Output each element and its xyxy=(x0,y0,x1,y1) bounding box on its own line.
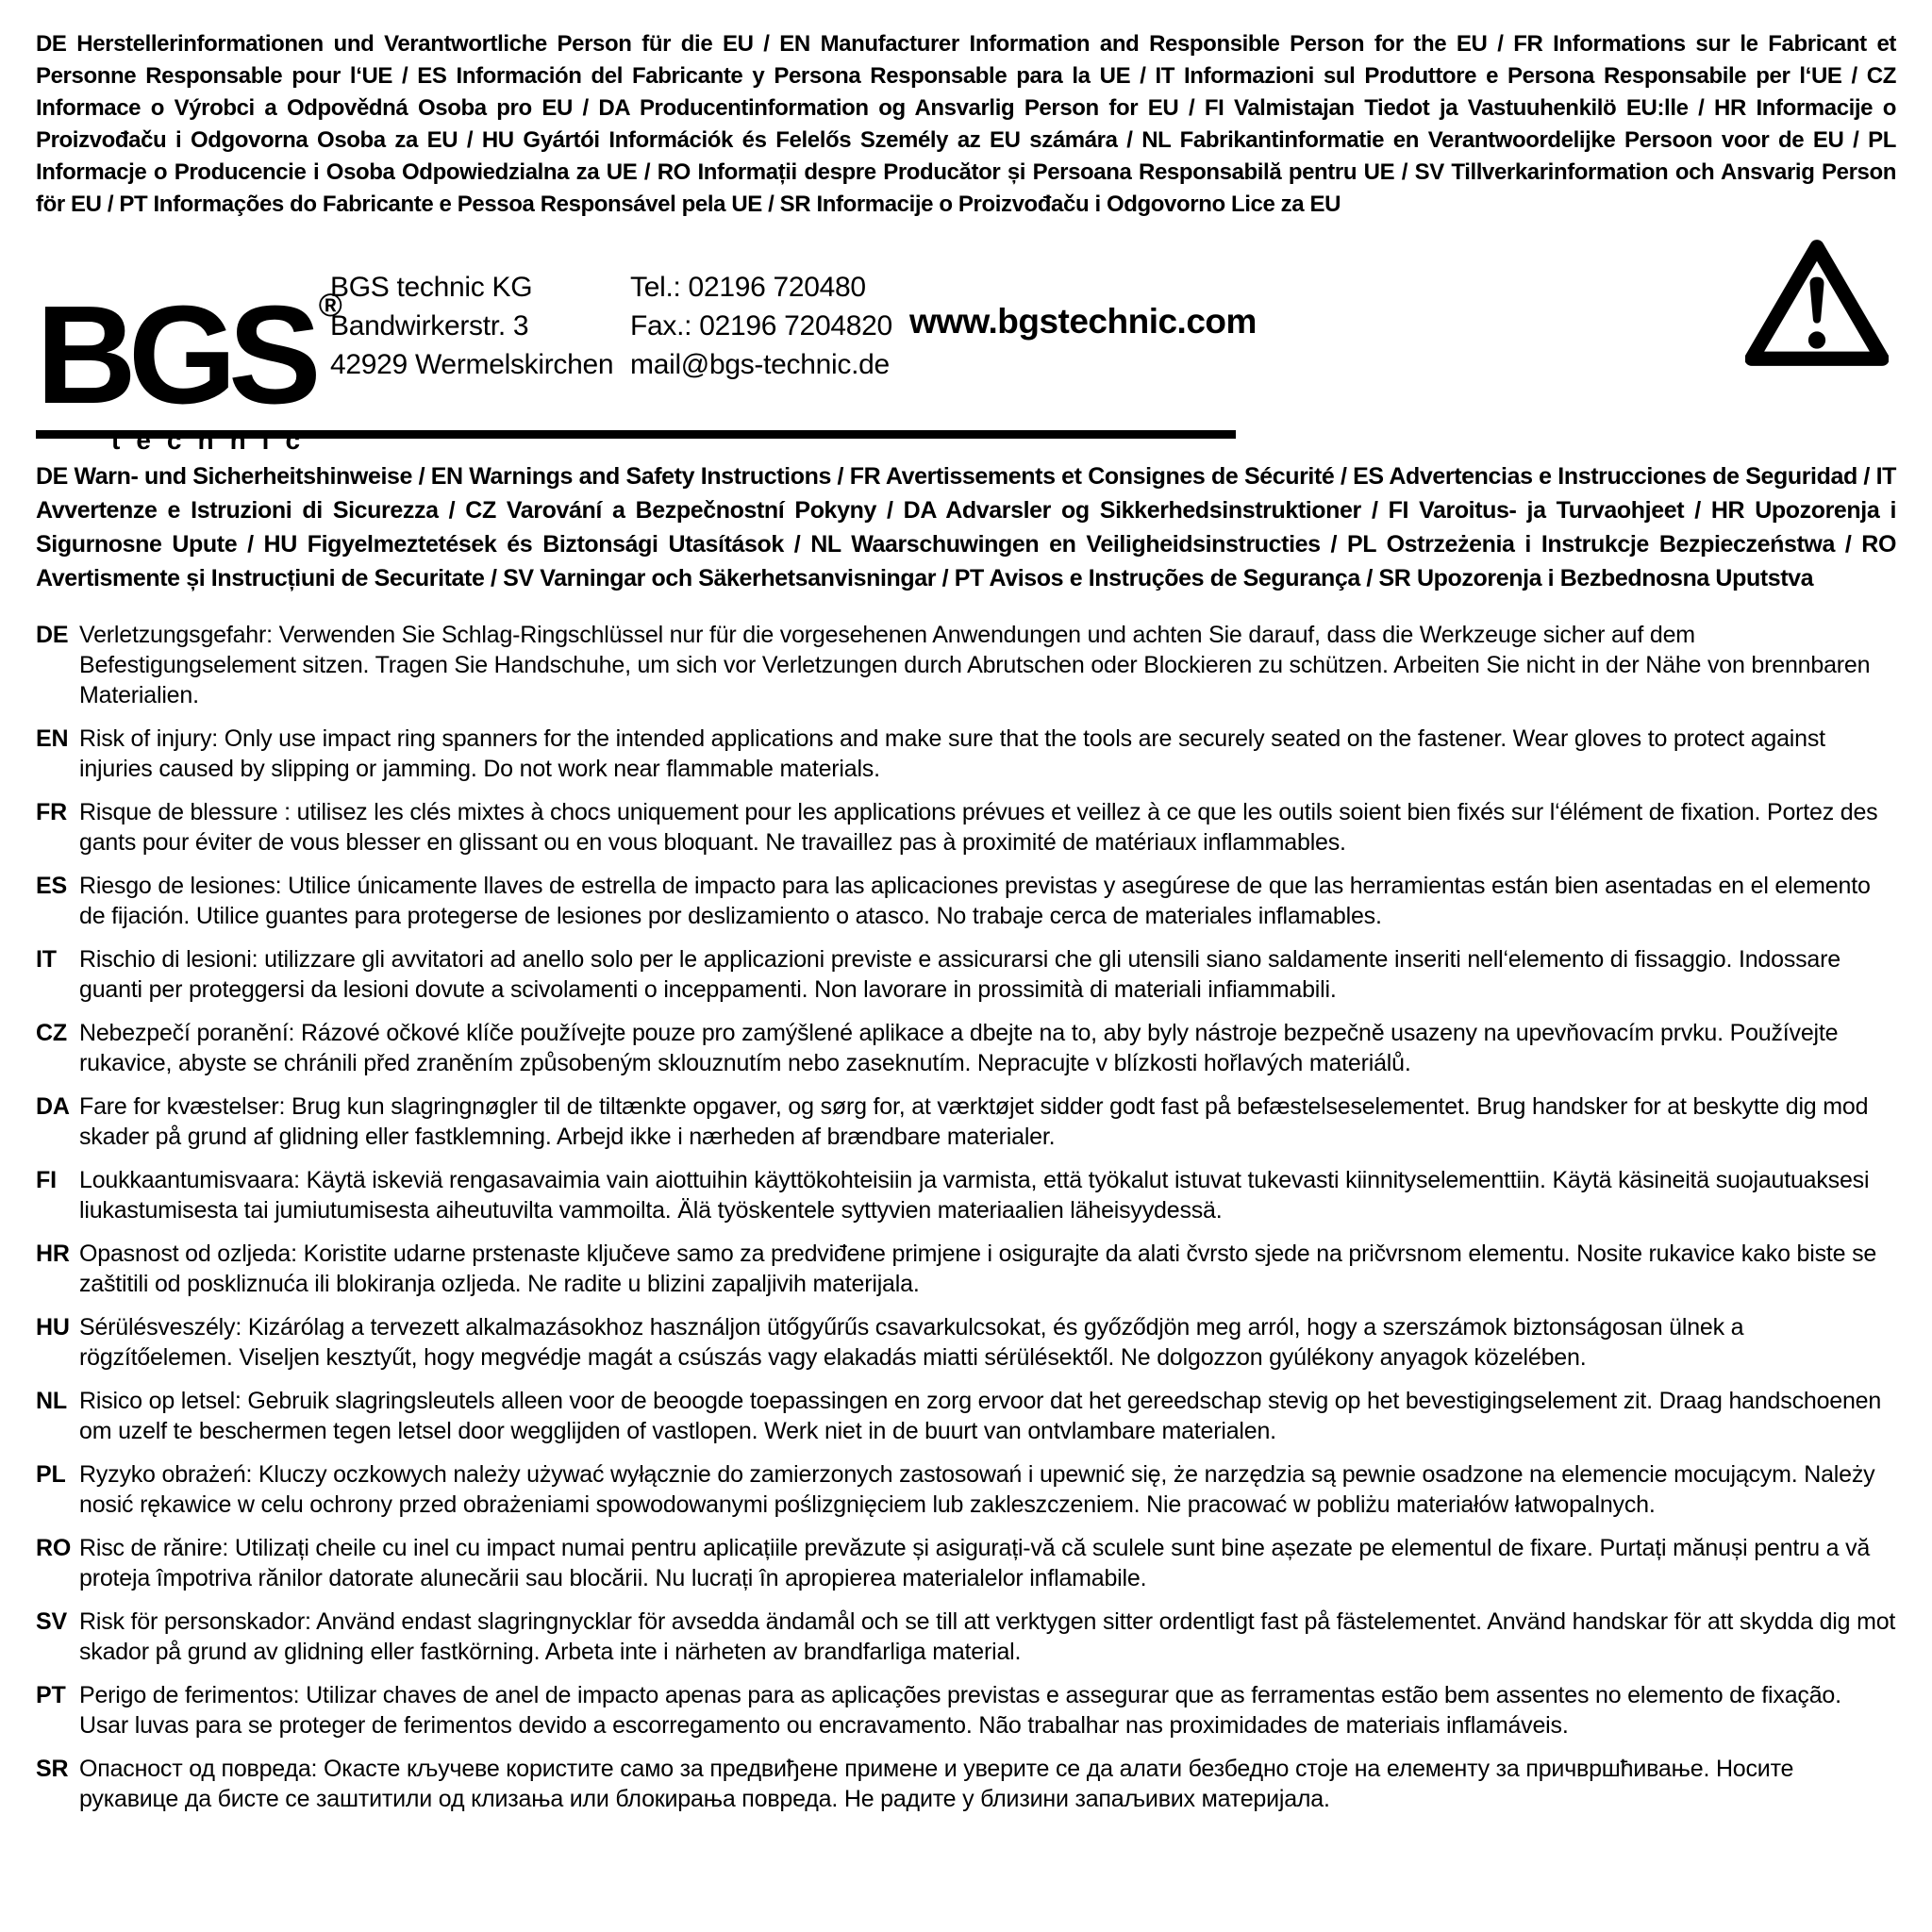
warning-triangle-icon xyxy=(1745,240,1896,371)
language-code: PL xyxy=(36,1461,66,1488)
language-code: EN xyxy=(36,725,69,752)
warning-text: Nebezpečí poranění: Rázové očkové klíče používejte pouze pro zamýšlené aplikace a dbejte na to, aby byly nástroje bezpečně usazeny na upevňovacím prvku. Používejte rukavice, abyste se chránili před zraněním způsobeným sklouznutím nebo zaseknutím. Nepracujte v blízkosti hořlavých materiálů. xyxy=(79,1020,1839,1076)
warning-text: Fare for kvæstelser: Brug kun slagringnøgler til de tiltænkte opgaver, og sørg for, at værktøjet sidder godt fast på befæstelseselementet. Brug handsker for at beskytte dig mod skader på grund af glidning eller fastklemning. Arbejd ikke i nærheden af brændbare materialer. xyxy=(79,1093,1869,1150)
bgs-logo-technic: technic xyxy=(111,425,317,455)
warning-item-de xyxy=(36,620,1896,710)
warning-item-pt xyxy=(36,1680,1896,1740)
company-phone: Tel.: 02196 720480 xyxy=(630,272,866,303)
warning-item-en xyxy=(36,724,1896,784)
warning-item-fi xyxy=(36,1165,1896,1225)
language-code: CZ xyxy=(36,1020,67,1046)
warning-text: Sérülésveszély: Kizárólag a tervezett alkalmazásokhoz használjon ütőgyűrűs csavarkulcsokat, és győződjön meg arról, hogy a szerszámok biztonságosan ülnek a rögzítőelemen. Viseljen kesztyűt, hogy megvédje magát a csúszás vagy elakadás miatti sérülésektől. Ne dolgozzon gyúlékony anyagok közelében. xyxy=(79,1314,1744,1371)
warning-text: Risc de rănire: Utilizați cheile cu inel cu impact numai pentru aplicațiile prevăzute și asigurați-vă că sculele sunt bine așezate pe elementul de fixare. Purtați mănuși pentru a vă proteja împotriva rănilor datorate alunecării sau blocării. Nu lucrați în apropierea materialelor inflamabile. xyxy=(79,1535,1871,1591)
warning-item-hu xyxy=(36,1312,1896,1373)
warning-text: Опасност од повреда: Окасте кључеве користите само за предвиђене примене и уверите се да алати безбедно стоје на елементу за причвршћивање. Носите рукавице да бисте се заштитили од клизања или блокирања повреда. Не радите у близини запаљивих материјала. xyxy=(79,1756,1794,1812)
language-code: NL xyxy=(36,1388,67,1414)
company-street: Bandwirkerstr. 3 xyxy=(330,310,529,341)
warning-text: Risk of injury: Only use impact ring spanners for the intended applications and make sure that the tools are securely seated on the fastener. Wear gloves to protect against injuries caused by slipping or jamming. Do not work near flammable materials. xyxy=(79,725,1825,782)
language-code: FI xyxy=(36,1167,57,1193)
language-code: IT xyxy=(36,946,57,973)
company-website: www.bgstechnic.com xyxy=(909,302,1257,341)
warning-item-es xyxy=(36,871,1896,931)
language-code: SR xyxy=(36,1756,69,1782)
language-code: DE xyxy=(36,622,69,648)
language-code: PT xyxy=(36,1682,66,1708)
company-contact xyxy=(630,268,909,384)
bgs-logo xyxy=(36,240,342,456)
warning-item-pl xyxy=(36,1459,1896,1520)
warning-text: Riesgo de lesiones: Utilice únicamente llaves de estrella de impacto para las aplicaciones previstas y asegúrese de que las herramientas están bien asentadas en el elemento de fijación. Utilice guantes para protegerse de lesiones por deslizamiento o atasco. No trabaje cerca de materiales inflamables. xyxy=(79,873,1871,929)
warning-text: Risk för personskador: Använd endast slagringnycklar för avsedda ändamål och se till att verktygen sitter ordentligt fast på fästelementet. Använd handskar för att skydda dig mot skador på grund av glidning eller fastkörning. Arbeta inte i närheten av brandfarliga material. xyxy=(79,1608,1896,1665)
warning-text: Ryzyko obrażeń: Kluczy oczkowych należy używać wyłącznie do zamierzonych zastosowań i upewnić się, że narzędzia są pewnie osadzone na elemencie mocującym. Należy nosić rękawice w celu ochrony przed obrażeniami spowodowanymi poślizgnięciem lub zakleszczeniem. Nie pracować w pobliżu materiałów łatwopalnych. xyxy=(79,1461,1875,1518)
warning-item-fr xyxy=(36,797,1896,858)
warning-text: Rischio di lesioni: utilizzare gli avvitatori ad anello solo per le applicazioni previste e assicurarsi che gli utensili siano saldamente inseriti nell‘elemento di fissaggio. Indossare guanti per proteggersi da lesioni dovute a scivolamenti o inceppamenti. Non lavorare in prossimità di materiali infiammabili. xyxy=(79,946,1840,1003)
warning-item-sr xyxy=(36,1754,1896,1814)
warning-text: Opasnost od ozljeda: Koristite udarne prstenaste ključeve samo za predviđene primjene i osigurajte da alati čvrsto sjede na pričvrsnom elementu. Nosite rukavice kako biste se zaštitili od poskliznuća ili blokiranja ozljeda. Ne radite u blizini zapaljivih materijala. xyxy=(79,1241,1877,1297)
language-code: ES xyxy=(36,873,67,899)
language-code: RO xyxy=(36,1535,72,1561)
bgs-logo-text: BGS xyxy=(36,277,313,433)
warning-item-sv xyxy=(36,1607,1896,1667)
warning-item-ro xyxy=(36,1533,1896,1593)
warning-item-it xyxy=(36,944,1896,1005)
warning-item-nl xyxy=(36,1386,1896,1446)
warning-item-da xyxy=(36,1091,1896,1152)
warnings-safety-header: DE Warn- und Sicherheitshinweise / EN Warnings and Safety Instructions / FR Avertissements et Consignes de Sécurité / ES Advertencias e Instrucciones de Seguridad / IT Avvertenze e Istruzioni di Sicurezza / CZ Varování a Bezpečnostní Pokyny / DA Advarsler og Sikkerhedsinstruktioner / FI Varoitus- ja Turvaohjeet / HR Upozorenja i Sigurnosne Upute / HU Figyelmeztetések és Biztonsági Utasítások / NL Waarschuwingen en Veiligheidsinstructies / PL Ostrzeżenia i Instrukcje Bezpieczeństwa / RO Avertismente și Instrucțiuni de Securitate / SV Varningar och Säkerhetsanvisningar / PT Avisos e Instruções de Segurança / SR Upozorenja i Bezbednosna Uputstva xyxy=(36,463,1896,591)
language-code: FR xyxy=(36,799,67,825)
warning-text: Perigo de ferimentos: Utilizar chaves de anel de impacto apenas para as aplicações previstas e assegurar que as ferramentas estão bem assentes no elemento de fixação. Usar luvas para se proteger de ferimentos devido a escorregamento ou encravamento. Não trabalhar nas proximidades de materiais inflamáveis. xyxy=(79,1682,1841,1739)
warning-item-hr xyxy=(36,1239,1896,1299)
company-city: 42929 Wermelskirchen xyxy=(330,349,614,380)
company-email: mail@bgs-technic.de xyxy=(630,349,890,380)
manufacturer-info-header: DE Herstellerinformationen und Verantwortliche Person für die EU / EN Manufacturer Information and Responsible Person for the EU / FR Informations sur le Fabricant et Personne Responsable pour l‘UE / ES Información del Fabricante y Persona Responsable para la UE / IT Informazioni sul Produttore e Persona Responsabile per l‘UE / CZ Informace o Výrobci a Odpovědná Osoba pro EU / DA Producentinformation og Ansvarlig Person for EU / FI Valmistajan Tiedot ja Vastuuhenkilö EU:lle / HR Informacije o Proizvođaču i Odgovorna Osoba za EU / HU Gyártói Információk és Felelős Személy az EU számára / NL Fabrikantinformatie en Verantwoordelijke Persoon voor de EU / PL Informacje o Producencie i Osoba Odpowiedzialna za UE / RO Informații despre Producător și Persoana Responsabilă pentru UE / SV Tillverkarinformation och Ansvarig Person för EU / PT Informações do Fabricante e Pessoa Responsável pela UE / SR Informacije o Proizvođaču i Odgovorno Lice za EU xyxy=(36,31,1896,217)
company-name: BGS technic KG xyxy=(330,272,533,303)
warning-text: Risque de blessure : utilisez les clés mixtes à chocs uniquement pour les applications prévues et veillez à ce que les outils soient bien fixés sur l‘élément de fixation. Portez des gants pour éviter de vous blesser en glissant ou en vous bloquant. Ne travaillez pas à proximité de matériaux inflammables. xyxy=(79,799,1878,856)
warning-text: Verletzungsgefahr: Verwenden Sie Schlag-Ringschlüssel nur für die vorgesehenen Anwendungen und achten Sie darauf, dass die Werkzeuge sicher auf dem Befestigungselement sitzen. Tragen Sie Handschuhe, um sich vor Verletzungen durch Abrutschen oder Blockieren zu schützen. Arbeiten Sie nicht in der Nähe von brennbaren Materialien. xyxy=(79,622,1871,708)
warning-text: Risico op letsel: Gebruik slagringsleutels alleen voor de beoogde toepassingen en zorg ervoor dat het gereedschap stevig op het bevestigingselement zit. Draag handschoenen om uzelf te beschermen tegen letsel door wegglijden of vastlopen. Werk niet in de buurt van ontvlambare materialen. xyxy=(79,1388,1882,1444)
warning-text: Loukkaantumisvaara: Käytä iskeviä rengasavaimia vain aiottuihin käyttökohteisiin ja varmista, että työkalut istuvat tukevasti kiinnityselementtiin. Käytä käsineitä suojautuaksesi liukastumisesta tai jumiutumisesta aiheutuvilta vammoilta. Älä työskentele syttyvien materiaalien läheisyydessä. xyxy=(79,1167,1870,1224)
registered-trademark-symbol: ® xyxy=(318,288,342,324)
bgs-logo-wordmark xyxy=(36,240,342,433)
language-code: HU xyxy=(36,1314,70,1341)
language-code: SV xyxy=(36,1608,67,1635)
company-address xyxy=(330,268,630,384)
company-fax: Fax.: 02196 7204820 xyxy=(630,310,892,341)
company-block xyxy=(36,240,1896,455)
warning-item-cz xyxy=(36,1018,1896,1078)
warnings-list xyxy=(36,620,1896,1814)
language-code: DA xyxy=(36,1093,70,1120)
language-code: HR xyxy=(36,1241,70,1267)
